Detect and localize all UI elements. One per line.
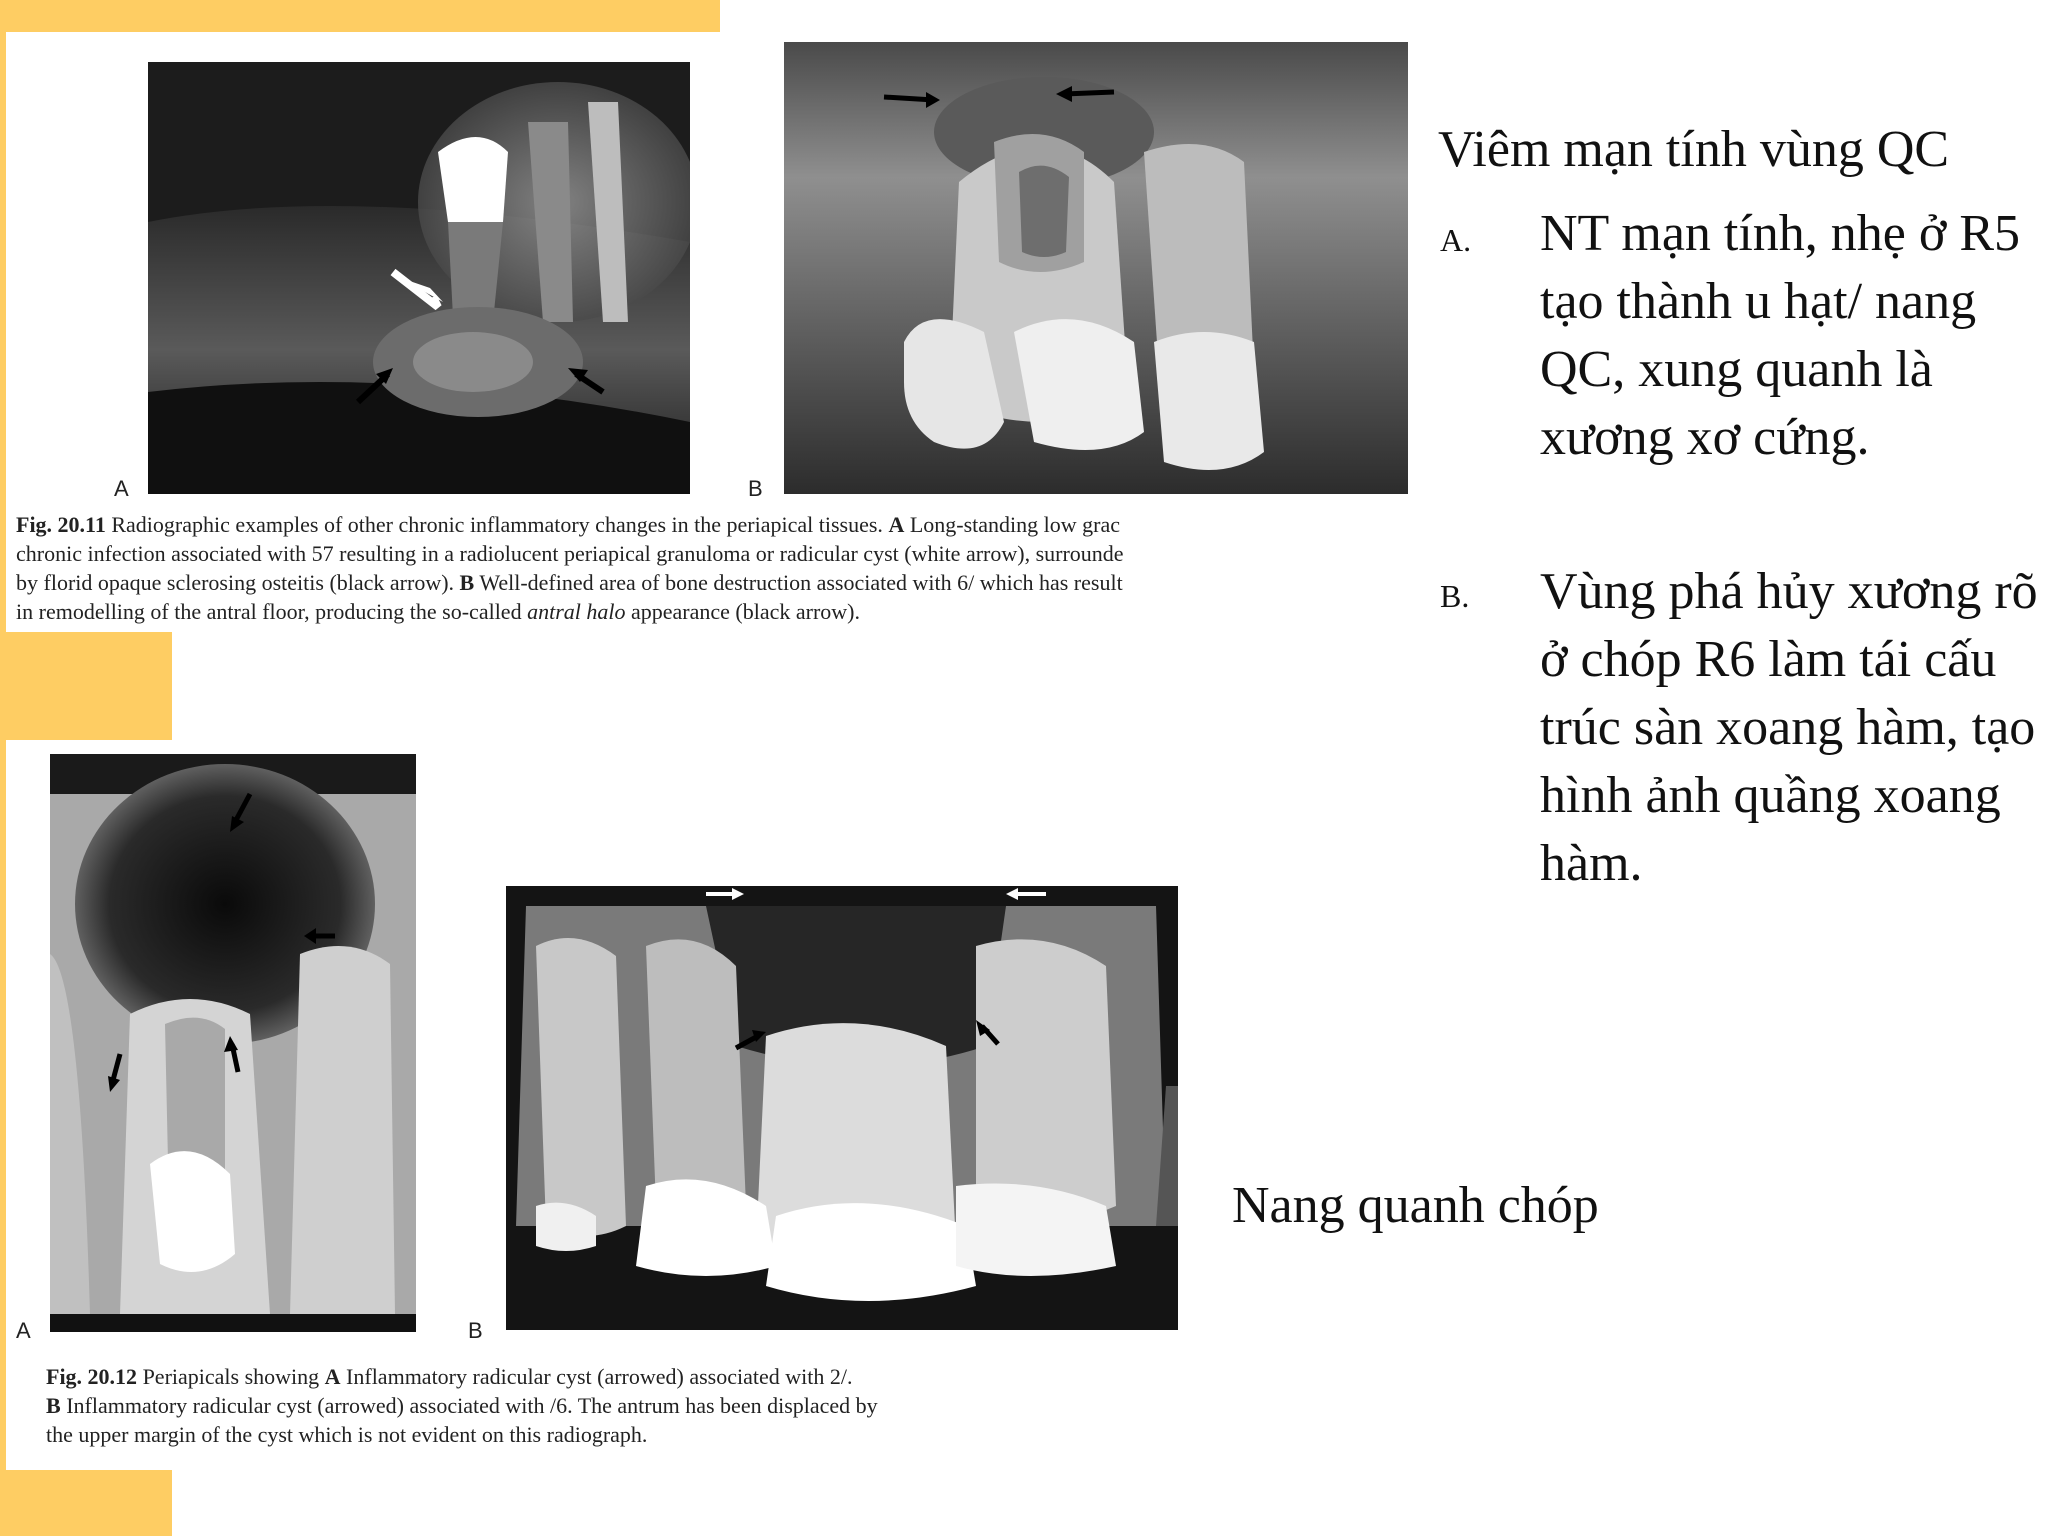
figure-20-11-panel-b-letter: B <box>748 476 763 501</box>
figure-20-11 <box>6 32 1430 632</box>
item-b-text: Vùng phá hủy xương rõ ở chóp R6 làm tái cấu trúc sàn xoang hàm, tạo hình ảnh quầng xoang hàm. <box>1540 563 2038 892</box>
caption-line <box>46 1420 1186 1449</box>
panel-ref: B <box>459 570 475 595</box>
figure-number: Fig. 20.12 <box>46 1364 138 1389</box>
figure-20-12-caption <box>46 1362 1186 1449</box>
caption-text: Inflammatory radicular cyst (arrowed) associated with 2/. <box>340 1364 853 1389</box>
panel-ref: B <box>46 1393 61 1418</box>
item-a-marker: A. <box>1440 222 1472 258</box>
caption-line <box>16 568 1426 597</box>
accent-bar-top <box>0 0 720 32</box>
caption-line <box>16 539 1426 568</box>
figure-20-11-caption <box>16 510 1426 626</box>
caption-text: by florid opaque sclerosing osteitis (black arrow). <box>16 570 460 595</box>
caption-italic-term: antral halo <box>527 599 626 624</box>
caption-text: the upper margin of the cyst which is not evident on this radiograph. <box>46 1422 648 1447</box>
caption-text: Periapicals showing <box>137 1364 325 1389</box>
accent-block-left-bottom <box>0 1470 172 1536</box>
side-label: Nang quanh chóp <box>1232 1177 1599 1234</box>
panel-ref: A <box>888 512 905 537</box>
radiograph-20-11-a <box>148 62 690 494</box>
radiograph-20-12-b <box>506 886 1178 1330</box>
figure-20-12-panel-a-letter: A <box>16 1318 31 1343</box>
caption-text: Long-standing low grac <box>904 512 1120 537</box>
caption-line <box>16 510 1426 539</box>
slide-heading: Viêm mạn tính vùng QC <box>1438 121 1950 178</box>
accent-block-left-middle <box>0 630 172 740</box>
caption-text: chronic infection associated with 57 resulting in a radiolucent periapical granuloma or radicular cyst (white arrow), surrounde <box>16 541 1124 566</box>
figure-number: Fig. 20.11 <box>16 512 106 537</box>
radiograph-20-12-a <box>50 754 416 1332</box>
caption-text: Inflammatory radicular cyst (arrowed) associated with /6. The antrum has been displaced by <box>60 1393 878 1418</box>
radiograph-20-11-b <box>784 42 1408 494</box>
figure-20-11-panel-a-letter: A <box>114 476 129 501</box>
item-b-marker: B. <box>1440 578 1470 614</box>
caption-line <box>16 597 1426 626</box>
figure-20-12-panel-b-letter: B <box>468 1318 483 1343</box>
caption-text: Radiographic examples of other chronic inflammatory changes in the periapical tissues. <box>105 512 889 537</box>
panel-ref: A <box>324 1364 341 1389</box>
caption-text: appearance (black arrow). <box>625 599 860 624</box>
caption-text: Well-defined area of bone destruction associated with 6/ which has result <box>474 570 1123 595</box>
caption-text: in remodelling of the antral floor, producing the so-called <box>16 599 528 624</box>
caption-line <box>46 1391 1186 1420</box>
caption-line <box>46 1362 1186 1391</box>
figure-20-12 <box>6 740 1196 1470</box>
item-a-text: NT mạn tính, nhẹ ở R5 tạo thành u hạt/ nang QC, xung quanh là xương xơ cứng. <box>1540 205 2021 466</box>
